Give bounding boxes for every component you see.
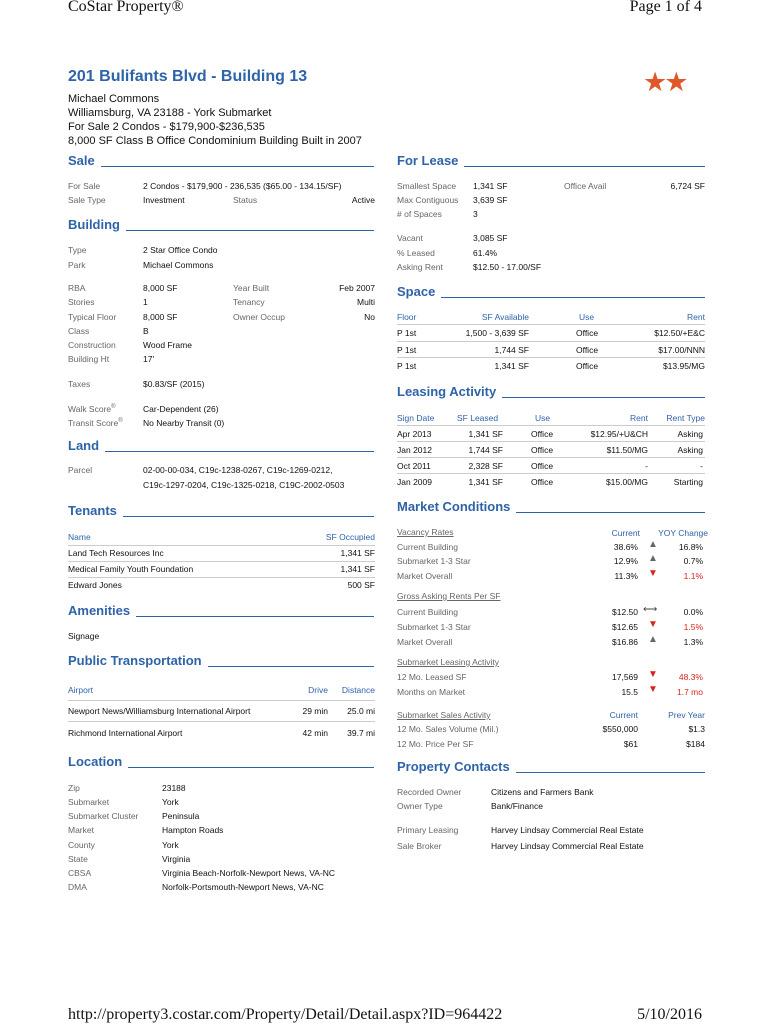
office-avail-value: 6,724 SF	[670, 181, 705, 191]
tenant-name: Land Tech Resources Inc	[68, 548, 164, 558]
submarket-cluster-value: Peninsula	[162, 811, 200, 821]
rents-change: 0.0%	[683, 607, 703, 617]
lease-date: Oct 2011	[397, 461, 431, 471]
lease-use: Office	[531, 461, 554, 471]
typical-floor-value: 8,000 SF	[143, 312, 178, 322]
vacancy-col-yoy: YOY Change	[658, 528, 708, 538]
space-rent: $12.50/+E&C	[654, 328, 705, 338]
spaces-label: # of Spaces	[397, 209, 442, 219]
section-building: Building	[68, 217, 374, 232]
lease-sf: 1,341 SF	[468, 477, 503, 487]
space-col-rent: Rent	[687, 312, 705, 322]
section-leasing-activity: Leasing Activity	[397, 384, 705, 399]
space-use: Office	[576, 361, 599, 371]
vacancy-change: 16.8%	[678, 542, 703, 552]
walk-score-label: Walk Score®	[68, 404, 116, 414]
sales-metric-label: 12 Mo. Price Per SF	[397, 739, 474, 749]
vacancy-col-current: Current	[611, 528, 640, 538]
cbsa-value: Virginia Beach-Norfolk-Newport News, VA-NC	[162, 868, 336, 878]
spaces-value: 3	[473, 209, 478, 219]
lease-type: Starting	[673, 477, 703, 487]
leasing-metric-label: 12 Mo. Leased SF	[397, 672, 467, 682]
rba-value: 8,000 SF	[143, 283, 178, 293]
star-rating-icon: ★★	[643, 67, 686, 97]
tenant-sf: 1,341 SF	[340, 564, 375, 574]
taxes-label: Taxes	[68, 379, 91, 389]
airport-name: Newport News/Williamsburg International Airport	[68, 706, 251, 716]
lease-rent: $11.50/MG	[606, 445, 648, 455]
zip-value: 23188	[162, 783, 186, 793]
submarket-sales-title: Submarket Sales Activity	[397, 710, 491, 720]
lease-rent: -	[645, 461, 648, 471]
leasing-metric-change: 1.7 mo	[677, 687, 703, 697]
sales-metric-current: $61	[623, 739, 638, 749]
submarket-value: York	[162, 797, 179, 807]
property-sale-summary: For Sale 2 Condos - $179,900-$236,535	[68, 121, 265, 133]
section-space: Space	[397, 284, 705, 299]
market-label: Market	[68, 825, 94, 835]
for-sale-value: 2 Condos - $179,900 - 236,535 ($65.00 - 134.15/SF)	[143, 181, 342, 191]
lease-sf: 1,341 SF	[468, 429, 503, 439]
lease-use: Office	[531, 445, 554, 455]
primary-leasing-label: Primary Leasing	[397, 825, 459, 835]
arrow-down-icon: ▼	[648, 669, 658, 680]
tenant-sf: 500 SF	[347, 580, 375, 590]
space-col-sf: SF Available	[481, 312, 529, 322]
property-address: Williamsburg, VA 23188 - York Submarket	[68, 107, 272, 119]
section-public-transportation: Public Transportation	[68, 653, 374, 668]
owner-occup-value: No	[364, 312, 375, 322]
space-floor: P 1st	[397, 328, 417, 338]
owner-type-label: Owner Type	[397, 801, 443, 811]
space-sf: 1,341 SF	[494, 361, 529, 371]
park-value: Michael Commons	[143, 260, 214, 270]
county-label: County	[68, 840, 95, 850]
lease-date: Apr 2013	[397, 429, 432, 439]
rba-label: RBA	[68, 283, 86, 293]
vacant-label: Vacant	[397, 233, 423, 243]
arrow-down-icon: ▼	[648, 568, 658, 579]
sale-type-value: Investment	[143, 195, 185, 205]
status-value: Active	[351, 195, 375, 205]
typical-floor-label: Typical Floor	[68, 312, 117, 322]
section-property-contacts: Property Contacts	[397, 759, 705, 774]
vacancy-change: 1.1%	[683, 571, 703, 581]
submarket-cluster-label: Submarket Cluster	[68, 811, 139, 821]
airport-name: Richmond International Airport	[68, 728, 183, 738]
state-label: State	[68, 854, 88, 864]
year-built-label: Year Built	[233, 283, 270, 293]
market-value: Hampton Roads	[162, 825, 224, 835]
dma-label: DMA	[68, 882, 87, 892]
airport-distance: 25.0 mi	[347, 706, 375, 716]
space-col-floor: Floor	[397, 312, 417, 322]
rents-change: 1.3%	[683, 637, 703, 647]
asking-rent-label: Asking Rent	[397, 262, 443, 272]
recorded-owner-label: Recorded Owner	[397, 787, 462, 797]
parcel-line-2: C19c-1297-0204, C19c-1325-0218, C19C-2002-0503	[143, 480, 345, 490]
county-value: York	[162, 840, 179, 850]
leased-pct-value: 61.4%	[473, 248, 498, 258]
arrow-left-right-icon: ⟷	[643, 604, 658, 615]
section-location: Location	[68, 754, 374, 769]
vacancy-row-label: Market Overall	[397, 571, 453, 581]
taxes-value: $0.83/SF (2015)	[143, 379, 205, 389]
sale-type-label: Sale Type	[68, 195, 106, 205]
parcel-line-1: 02-00-00-034, C19c-1238-0267, C19c-1269-0212,	[143, 465, 333, 475]
leasing-metric-current: 15.5	[621, 687, 638, 697]
leasing-metric-current: 17,569	[612, 672, 638, 682]
sales-metric-current: $550,000	[602, 724, 638, 734]
airport-drive: 29 min	[302, 706, 328, 716]
dma-value: Norfolk-Portsmouth-Newport News, VA-NC	[162, 882, 324, 892]
space-col-use: Use	[579, 312, 595, 322]
year-built-value: Feb 2007	[339, 283, 375, 293]
vacancy-current: 38.6%	[613, 542, 638, 552]
leasing-col-type: Rent Type	[666, 413, 705, 423]
rents-change: 1.5%	[683, 622, 703, 632]
page-url[interactable]: http://property3.costar.com/Property/Detail/Detail.aspx?ID=964422	[68, 1006, 503, 1023]
class-value: B	[143, 326, 149, 336]
section-tenants: Tenants	[68, 503, 374, 518]
transport-col-airport: Airport	[68, 685, 94, 695]
parcel-label: Parcel	[68, 465, 93, 475]
sales-metric-prev: $184	[686, 739, 705, 749]
construction-value: Wood Frame	[143, 340, 192, 350]
park-label: Park	[68, 260, 86, 270]
rents-current: $12.50	[612, 607, 638, 617]
stories-label: Stories	[68, 297, 95, 307]
smallest-space-value: 1,341 SF	[473, 181, 508, 191]
tenant-name: Medical Family Youth Foundation	[68, 564, 194, 574]
tenant-sf: 1,341 SF	[340, 548, 375, 558]
submarket-label: Submarket	[68, 797, 110, 807]
space-use: Office	[576, 328, 599, 338]
tenants-col-name: Name	[68, 532, 91, 542]
space-sf: 1,500 - 3,639 SF	[465, 328, 529, 338]
airport-drive: 42 min	[302, 728, 328, 738]
tenants-col-sf: SF Occupied	[325, 532, 375, 542]
amenities-list: Signage	[68, 631, 100, 641]
state-value: Virginia	[162, 854, 191, 864]
lease-use: Office	[531, 477, 554, 487]
leasing-metric-change: 48.3%	[678, 672, 703, 682]
office-avail-label: Office Avail	[564, 181, 607, 191]
submarket-leasing-title: Submarket Leasing Activity	[397, 657, 500, 667]
transit-score-label: Transit Score®	[68, 418, 123, 428]
transit-score-value: No Nearby Transit (0)	[143, 418, 225, 428]
lease-date: Jan 2009	[397, 477, 432, 487]
space-floor: P 1st	[397, 345, 417, 355]
airport-distance: 39.7 mi	[347, 728, 375, 738]
app-title: CoStar Property®	[68, 0, 184, 15]
vacancy-change: 0.7%	[683, 556, 703, 566]
primary-leasing-value: Harvey Lindsay Commercial Real Estate	[491, 825, 644, 835]
lease-type: Asking	[677, 429, 703, 439]
vacancy-row-label: Current Building	[397, 542, 458, 552]
sales-col-prev: Prev Year	[668, 710, 705, 720]
arrow-up-icon: ▲	[648, 634, 658, 645]
space-floor: P 1st	[397, 361, 417, 371]
arrow-down-icon: ▼	[648, 619, 658, 630]
stories-value: 1	[143, 297, 148, 307]
tenancy-label: Tenancy	[233, 297, 265, 307]
arrow-up-icon: ▲	[648, 553, 658, 564]
smallest-space-label: Smallest Space	[397, 181, 457, 191]
building-type-label: Type	[68, 245, 87, 255]
rents-row-label: Market Overall	[397, 637, 453, 647]
max-contiguous-value: 3,639 SF	[473, 195, 508, 205]
property-park: Michael Commons	[68, 93, 160, 105]
lease-use: Office	[531, 429, 554, 439]
rents-row-label: Current Building	[397, 607, 458, 617]
sales-metric-prev: $1.3	[688, 724, 705, 734]
lease-rent: $12.95/+U&CH	[590, 429, 648, 439]
for-sale-label: For Sale	[68, 181, 101, 191]
vacant-value: 3,085 SF	[473, 233, 508, 243]
status-label: Status	[233, 195, 258, 205]
section-land: Land	[68, 438, 374, 453]
walk-score-value: Car-Dependent (26)	[143, 404, 219, 414]
section-amenities: Amenities	[68, 603, 374, 618]
leasing-col-rent: Rent	[630, 413, 648, 423]
transport-col-drive: Drive	[308, 685, 328, 695]
property-title: 201 Bulifants Blvd - Building 13	[68, 68, 308, 85]
page-indicator: Page 1 of 4	[629, 0, 702, 15]
print-date: 5/10/2016	[637, 1006, 702, 1023]
vacancy-current: 11.3%	[614, 571, 638, 581]
lease-rent: $15.00/MG	[605, 477, 648, 487]
arrow-up-icon: ▲	[648, 539, 658, 550]
sales-metric-label: 12 Mo. Sales Volume (Mil.)	[397, 724, 499, 734]
owner-type-value: Bank/Finance	[491, 801, 543, 811]
space-sf: 1,744 SF	[494, 345, 529, 355]
lease-sf: 1,744 SF	[468, 445, 503, 455]
section-for-lease: For Lease	[397, 153, 705, 168]
rents-current: $12.65	[612, 622, 638, 632]
leasing-col-sf: SF Leased	[457, 413, 499, 423]
sale-broker-value: Harvey Lindsay Commercial Real Estate	[491, 841, 644, 851]
section-market-conditions: Market Conditions	[397, 499, 705, 514]
lease-sf: 2,328 SF	[468, 461, 503, 471]
transport-col-distance: Distance	[341, 685, 375, 695]
property-building-summary: 8,000 SF Class B Office Condominium Building Built in 2007	[68, 135, 362, 147]
space-use: Office	[576, 345, 599, 355]
vacancy-current: 12.9%	[613, 556, 638, 566]
lease-date: Jan 2012	[397, 445, 432, 455]
vacancy-rates-title: Vacancy Rates	[397, 527, 454, 537]
zip-label: Zip	[68, 783, 80, 793]
leasing-col-use: Use	[535, 413, 551, 423]
vacancy-row-label: Submarket 1-3 Star	[397, 556, 471, 566]
tenant-name: Edward Jones	[68, 580, 122, 590]
rents-current: $16.86	[612, 637, 638, 647]
lease-type: -	[700, 461, 703, 471]
class-label: Class	[68, 326, 90, 336]
space-rent: $13.95/MG	[662, 361, 705, 371]
max-contiguous-label: Max Contiguous	[397, 195, 459, 205]
lease-type: Asking	[677, 445, 703, 455]
leased-pct-label: % Leased	[397, 248, 435, 258]
asking-rents-title: Gross Asking Rents Per SF	[397, 591, 501, 601]
rents-row-label: Submarket 1-3 Star	[397, 622, 471, 632]
sales-col-current: Current	[609, 710, 638, 720]
leasing-col-date: Sign Date	[397, 413, 435, 423]
space-rent: $17.00/NNN	[658, 345, 705, 355]
arrow-down-icon: ▼	[648, 684, 658, 695]
tenancy-value: Multi	[357, 297, 375, 307]
cbsa-label: CBSA	[68, 868, 92, 878]
section-sale: Sale	[68, 153, 374, 168]
building-height-label: Building Ht	[68, 354, 110, 364]
asking-rent-value: $12.50 - 17.00/SF	[473, 262, 542, 272]
building-type-value: 2 Star Office Condo	[143, 245, 218, 255]
building-height-value: 17'	[143, 354, 155, 364]
construction-label: Construction	[68, 340, 116, 350]
leasing-metric-label: Months on Market	[397, 687, 466, 697]
owner-occup-label: Owner Occup	[233, 312, 285, 322]
recorded-owner-value: Citizens and Farmers Bank	[491, 787, 594, 797]
sale-broker-label: Sale Broker	[397, 841, 442, 851]
